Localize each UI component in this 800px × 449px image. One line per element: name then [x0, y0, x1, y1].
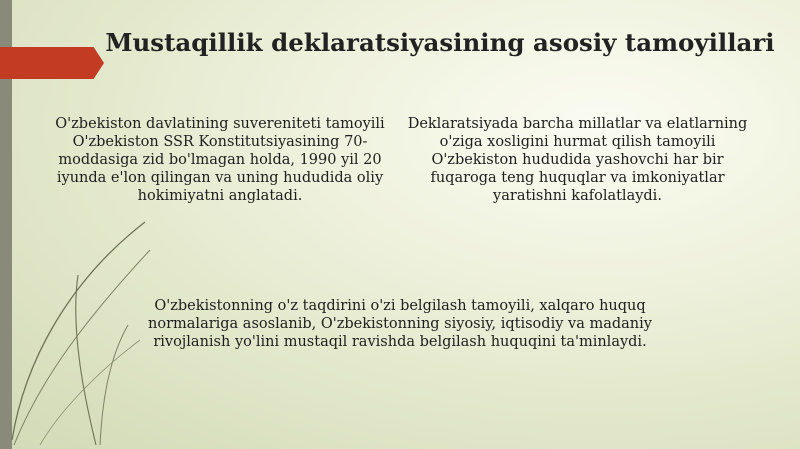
principle-equality-text: Deklaratsiyada barcha millatlar va elatlarning o'ziga xosligini hurmat qilish tamoyili O'zbekiston hududida yashovchi har bir fuqaroga teng huquqlar va imkoniyatlar yaratishni kafolatlaydi. [407, 116, 748, 204]
title-accent-arrow [0, 47, 104, 79]
slide-title: Mustaqillik deklaratsiyasining asosiy tamoyillari [105, 28, 775, 57]
principle-sovereignty-text: O'zbekiston davlatining suvereniteti tamoyili O'zbekiston SSR Konstitutsiyasining 70-moddasiga zid bo'lmagan holda, 1990 yil 20 iyunda e'lon qilingan va uning hududida oliy hokimiyatni anglatadi. [55, 116, 385, 204]
principle-self-determination-text: O'zbekistonning o'z taqdirini o'zi belgilash tamoyili, xalqaro huquq normalariga asoslanib, O'zbekistonning siyosiy, iqtisodiy va madaniy rivojlanish yo'lini mustaqil ravishda belgilash huquqini ta'minlaydi. [148, 298, 652, 350]
